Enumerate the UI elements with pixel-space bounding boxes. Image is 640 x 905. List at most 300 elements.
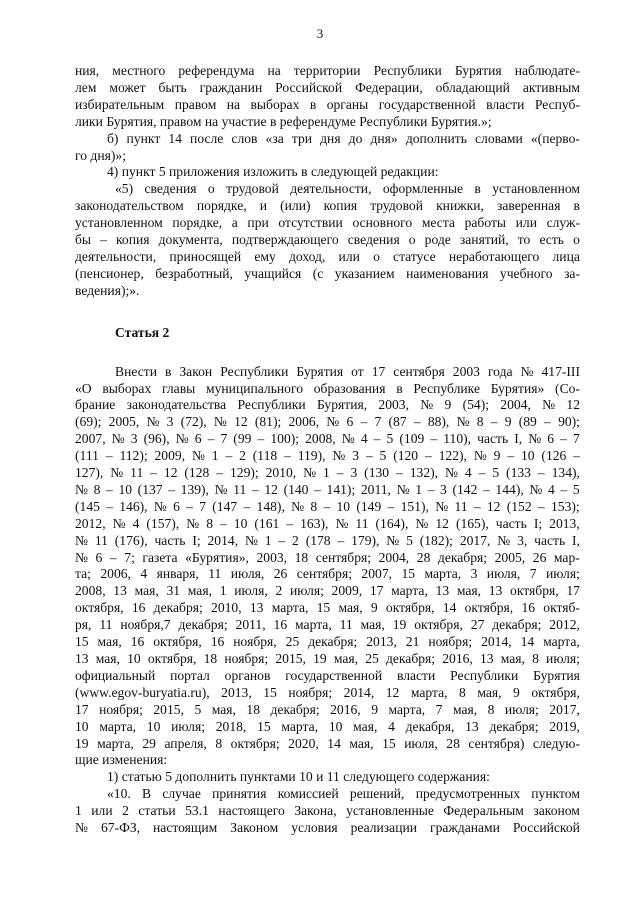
word: 10 (336, 498, 351, 514)
word: 2017, (549, 701, 580, 717)
word: главы (162, 380, 196, 396)
word: – (537, 498, 545, 514)
word: трудовой (370, 198, 423, 214)
word: января, (156, 566, 199, 582)
word: установленном (75, 215, 163, 231)
word: № (332, 448, 346, 464)
word: 13 (249, 600, 264, 616)
word: 8 (215, 735, 223, 751)
word: – (216, 465, 224, 481)
word: – (314, 481, 321, 497)
text-line (75, 448, 580, 465)
word: декабря; (437, 549, 488, 565)
word: 2012, (549, 617, 580, 633)
word: «О (75, 380, 92, 396)
word: после (190, 130, 224, 146)
word: (165), (455, 515, 489, 531)
word: в (474, 181, 481, 197)
word: наименования (406, 265, 489, 281)
word: № (529, 481, 543, 497)
word: 139), (180, 481, 209, 497)
word: 2011, (360, 481, 391, 497)
word: (пенсионер, (75, 265, 144, 281)
word: занятий, (459, 232, 509, 248)
word: словами (475, 130, 523, 146)
word: государственной (378, 96, 476, 112)
article-heading: Статья 2 (115, 324, 170, 340)
word: № (326, 414, 340, 430)
word: 15 (316, 600, 331, 616)
word: образования (313, 380, 386, 396)
word: работы (464, 215, 507, 231)
word: № (153, 498, 167, 514)
word: № (396, 481, 410, 497)
word: 19 (75, 735, 89, 751)
word: сентября) (468, 735, 525, 751)
word: установленные (346, 803, 434, 819)
word: 2013, (221, 684, 252, 700)
text-line (75, 600, 580, 617)
word: активным (522, 79, 580, 95)
word: – (360, 414, 368, 430)
word: 14 (327, 735, 341, 751)
word: гражданин (199, 79, 263, 95)
word: октября, (147, 651, 197, 666)
word: 122), (438, 448, 467, 464)
word: 110), (443, 431, 472, 447)
word: (147 (212, 498, 238, 514)
word: установленном (492, 181, 580, 197)
word: № (175, 431, 189, 447)
word: 11 (130, 465, 144, 481)
word: заверенная (497, 198, 561, 214)
word: муниципального (206, 380, 304, 396)
word: дня (320, 130, 341, 146)
word: 3 (130, 431, 138, 447)
word: 1 (219, 583, 227, 599)
word: 90); (558, 414, 580, 430)
text-line (75, 820, 580, 837)
word: 29 (142, 735, 156, 751)
word: № (75, 820, 88, 836)
word: – (243, 498, 251, 514)
word: указанием (334, 265, 395, 281)
text-line (75, 651, 580, 668)
text-line (75, 482, 580, 499)
word: – (387, 498, 395, 514)
word: власти (396, 667, 436, 683)
word: – (537, 465, 545, 481)
word: обладающий (435, 79, 510, 95)
word: Закона, (294, 803, 337, 819)
word: настоящего (218, 803, 285, 819)
word: деятельности, (75, 248, 157, 264)
word: референдума (178, 63, 255, 78)
word: 100); (270, 431, 300, 447)
word: 13 (435, 583, 450, 599)
word: (152 (506, 498, 532, 514)
word: случае (162, 786, 201, 802)
text-line (75, 566, 580, 583)
word: (178 (305, 532, 331, 548)
text-line (75, 80, 580, 97)
word: б) (107, 130, 119, 146)
word: «10. (107, 786, 131, 802)
word: Российской (512, 820, 580, 836)
word: ноября; (428, 634, 473, 650)
word: 10 (233, 515, 248, 531)
word: (96), (143, 431, 170, 447)
word: 27 (470, 617, 485, 633)
word: 2003, (256, 549, 288, 565)
word: 148), (256, 498, 285, 514)
word: дня» (370, 130, 398, 146)
word: – (560, 481, 568, 497)
word: июля; (545, 566, 580, 582)
word: ноября; (99, 701, 143, 717)
word: 5 (572, 481, 580, 497)
word: 7; (124, 549, 135, 565)
word: портал (170, 667, 210, 683)
text-line (75, 249, 580, 266)
word: есть (539, 232, 564, 248)
word: 2014, (207, 532, 239, 548)
word: 11 (94, 532, 108, 548)
word: 7 (435, 701, 443, 717)
word: лица (552, 248, 580, 264)
word: сентября; (296, 566, 352, 582)
word: (111 (75, 448, 99, 464)
text-line (75, 397, 580, 414)
page-number: 3 (316, 26, 324, 41)
text-line (75, 533, 580, 550)
word: до (348, 130, 363, 146)
word: мая, (477, 684, 502, 700)
text-line (75, 97, 580, 114)
word: 3 (166, 414, 174, 430)
word: 153); (550, 498, 580, 514)
word: № (444, 465, 458, 481)
word: 5 (379, 448, 387, 464)
word: – (396, 465, 403, 481)
word: Закон (179, 363, 213, 379)
word: 2004, (500, 397, 531, 413)
word: 9 (493, 448, 501, 464)
word: № (213, 414, 227, 430)
section-top (75, 63, 580, 300)
word: статьи (138, 803, 176, 819)
word: 2004, (378, 549, 410, 565)
word: 2006, (100, 566, 131, 582)
word: апреля, (164, 735, 207, 751)
word: № (497, 532, 511, 548)
word: мая, (333, 651, 359, 666)
word: мая, (452, 701, 478, 717)
word: власти (486, 96, 525, 112)
word: может (109, 79, 146, 95)
word: декабря; (489, 718, 539, 734)
word: копия (323, 198, 358, 214)
word: (128 (184, 465, 210, 481)
word: 16 (273, 617, 288, 633)
word: 2 (292, 532, 299, 548)
text-line (75, 131, 580, 148)
word: июля; (171, 718, 205, 734)
word: 9 (370, 600, 378, 616)
word: I; (533, 515, 543, 531)
word: статусе (393, 248, 436, 264)
word: 11 (355, 515, 369, 531)
word: при (247, 215, 269, 231)
word: 3 (352, 448, 360, 464)
word: 19 (392, 617, 407, 633)
word: (72), (180, 414, 207, 430)
text-line (75, 499, 580, 516)
word: 2003 (452, 363, 480, 379)
word: часть (534, 532, 566, 548)
word: 16 (210, 634, 225, 650)
word: Республике (413, 380, 480, 396)
word: 119), (297, 448, 326, 464)
word: (89 (518, 414, 537, 430)
word: октября, (510, 583, 559, 599)
word: 2007, (75, 431, 106, 447)
word: 12 (486, 498, 501, 514)
word: в (573, 198, 580, 214)
word: решений, (349, 786, 405, 802)
word: 25 (365, 651, 379, 666)
word: № (528, 431, 542, 447)
word: декабря; (492, 617, 542, 633)
text-line (75, 736, 580, 753)
text-line (75, 634, 580, 651)
word: 1 (264, 532, 272, 548)
word: 2016, (330, 701, 361, 717)
word: мая, (97, 634, 122, 650)
word: 26 (532, 549, 547, 565)
word: учебного (499, 265, 553, 281)
word: № (75, 532, 88, 548)
word: «за (265, 130, 284, 146)
text-line: щие изменения: (75, 752, 168, 768)
word: № (386, 532, 400, 548)
word: № (75, 481, 88, 497)
word: ноября,7 (120, 617, 171, 633)
word: (109 (399, 431, 425, 447)
word: 2015, (153, 701, 184, 717)
word: декабря; (385, 651, 436, 666)
word: 12 (163, 465, 178, 481)
word: 2005, (494, 549, 526, 565)
word: 8 (93, 481, 101, 497)
word: органы (326, 96, 369, 112)
word: – (278, 532, 286, 548)
word: 28 (446, 735, 460, 751)
word: быть (158, 79, 187, 95)
word: 1 (415, 481, 422, 497)
word: 5 (406, 532, 413, 548)
word: октября, (385, 600, 435, 616)
text-line (75, 702, 580, 719)
word: 15 (382, 735, 396, 751)
word: 10 (118, 481, 133, 497)
word: места (421, 215, 455, 231)
word: 13 (488, 583, 503, 599)
word: 67-ФЗ, (100, 820, 141, 836)
word: 25 (285, 634, 300, 650)
word: – (337, 532, 345, 548)
word: сентября; (315, 549, 372, 565)
word: органов (224, 667, 271, 683)
word: 16 (130, 634, 145, 650)
word: марта, (543, 634, 580, 650)
word: – (100, 232, 107, 248)
text-line (75, 719, 580, 736)
word: Внести (115, 363, 157, 379)
word: (161 (254, 515, 280, 531)
word: декабря; (308, 634, 358, 650)
word: 2007, (361, 566, 393, 582)
word: № (214, 481, 228, 497)
word: 13 (113, 583, 127, 599)
word: 7 (374, 414, 382, 430)
word: 7 (572, 431, 580, 447)
text-line (75, 232, 580, 249)
word: ему (254, 248, 276, 264)
word: 132), (409, 465, 439, 481)
text-line (75, 414, 580, 431)
word: пунктом (531, 786, 580, 802)
word: 31 (166, 583, 181, 599)
word: принятия (212, 786, 267, 802)
word: 2010, (211, 600, 242, 616)
word: отсутствии (278, 215, 343, 231)
word: 18 (294, 549, 309, 565)
word: мая, (338, 600, 363, 616)
word: № (542, 397, 556, 413)
word: № (146, 414, 160, 430)
word: – (373, 431, 381, 447)
word: сведения (347, 232, 400, 248)
word: 2017, (459, 532, 491, 548)
word: № (341, 431, 355, 447)
word: (87 (388, 414, 407, 430)
word: октября, (75, 600, 124, 616)
word: – (365, 448, 373, 464)
word: 112); (119, 448, 148, 464)
word: избирательным (75, 96, 165, 112)
word: часть (154, 532, 186, 548)
word: 2 (275, 583, 283, 599)
word: № (291, 498, 305, 514)
word: роде (424, 232, 451, 248)
word: законодательством (75, 198, 184, 214)
word: (137 (137, 481, 163, 497)
text-line (75, 668, 580, 685)
word: 7 (199, 498, 207, 514)
word: (164), (375, 515, 409, 531)
word: 5 (492, 465, 500, 481)
word: 127), (75, 465, 104, 481)
word: мая, (360, 617, 385, 633)
word: Российской (275, 79, 343, 95)
word: 2008, (75, 583, 106, 599)
word: 12 (264, 481, 278, 497)
word: (142 (452, 481, 478, 497)
word: 18 (203, 651, 218, 666)
word: часть (495, 515, 527, 531)
word: законодательства (126, 397, 227, 413)
word: Федеральным (443, 803, 524, 819)
word: мая, (349, 735, 374, 751)
word: – (106, 498, 113, 514)
word: 4 (132, 515, 140, 531)
word: оформленные (382, 181, 463, 197)
word: 15 (75, 634, 89, 650)
word: 6 (547, 431, 555, 447)
word: марта, (281, 718, 319, 734)
word: 2 (122, 803, 129, 819)
word: 2020, (288, 735, 319, 751)
word: безработный, (155, 265, 233, 281)
word: – (573, 448, 580, 464)
word: а (231, 215, 238, 231)
word: 6 (194, 431, 202, 447)
word: местного (112, 63, 166, 78)
word: (176), (114, 532, 148, 548)
word: 2013, (366, 634, 397, 650)
word: 179), (351, 532, 380, 548)
word: (118 (252, 448, 278, 464)
word: 4 (388, 718, 395, 734)
word: – (286, 515, 294, 531)
word: – (105, 448, 113, 464)
word: 4 (547, 481, 555, 497)
word: 1 (323, 465, 330, 481)
word: – (323, 498, 331, 514)
word: приносящей (169, 248, 242, 264)
word: 2009, (154, 448, 186, 464)
word: № (420, 397, 434, 413)
word: (157), (146, 515, 180, 531)
word: марта, (388, 701, 426, 717)
word: 13 (479, 651, 494, 666)
word: марта, (410, 684, 448, 700)
word: № (244, 532, 258, 548)
word: ния, (75, 63, 100, 78)
word: мар- (553, 549, 580, 565)
word: ноября, (233, 634, 277, 650)
word: 134), (551, 465, 580, 481)
word: 8 (206, 515, 213, 531)
word: 2008, (305, 431, 336, 447)
word: № (112, 515, 126, 531)
word: 14 (442, 600, 457, 616)
word: 10 (75, 718, 89, 734)
word: 6 (346, 414, 354, 430)
word: октября, (414, 617, 463, 633)
text-line: 1) статью 5 дополнить пунктами 10 и 11 следующего содержания: (107, 769, 490, 785)
word: – (478, 465, 486, 481)
word: на (226, 96, 241, 112)
word: 6 (173, 498, 180, 514)
word: 16 (131, 600, 146, 616)
document-body (75, 63, 580, 837)
text-line (75, 583, 580, 600)
word: 2010, (265, 465, 297, 481)
word: марта, (99, 718, 137, 734)
word: 2014, (343, 684, 375, 700)
